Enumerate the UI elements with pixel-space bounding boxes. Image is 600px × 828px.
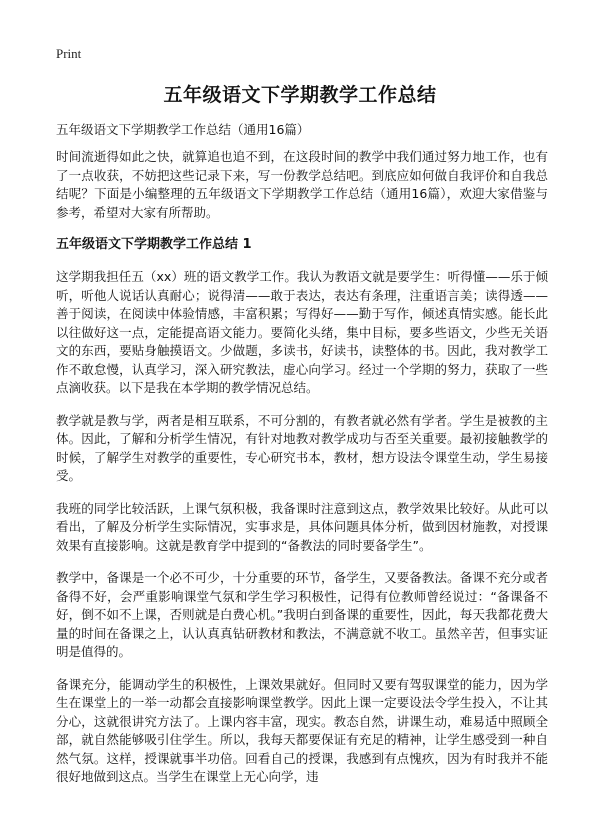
body-paragraph: 教学中，备课是一个必不可少，十分重要的环节，备学生，又要备教法。备课不充分或者备得不好，会严重影响课堂气氛和学生学习积极性，记得有位教师曾经说过：“备课备不好，倒不如不上课，否则就是白费心机。”我明白到备课的重要性，因此，每天我都花费大量的时间在备课之上，认认真真钻研教材和教法，不满意就不收工。虽然辛苦，但事实证明是值得的。 [56, 570, 548, 659]
document-body [56, 148, 548, 801]
intro-paragraph: 时间流逝得如此之快，就算追也追不到，在这段时间的教学中我们通过努力地工作，也有了一点收获，不妨把这些记录下来，写一份教学总结吧。到底应如何做自我评价和自我总结呢？下面是小编整理的五年级语文下学期教学工作总结（通用16篇），欢迎大家借鉴与参考，希望对大家有所帮助。 [56, 149, 548, 220]
body-paragraph: 备课充分，能调动学生的积极性，上课效果就好。但同时又要有驾驭课堂的能力，因为学生在课堂上的一举一动都会直接影响课堂教学。因此上课一定要设法令学生投入，不让其分心，这就很讲究方法了。上课内容丰富，现实。教态自然，讲课生动，难易适中照顾全部，就自然能够吸引住学生。所以，我每天都要保证有充足的精神，让学生感受到一种自然气氛。这样，授课就事半功倍。回看自己的授课，我感到有点愧疚，因为有时我并不能很好地做到这点。当学生在课堂上无心向学，违 [56, 676, 548, 784]
section-heading: 五年级语文下学期教学工作总结 1 [56, 237, 252, 252]
body-paragraph: 我班的同学比较活跃，上课气氛积极，我备课时注意到这点，教学效果比较好。从此可以看出，了解及分析学生实际情况，实事求是，具体问题具体分析，做到因材施教，对授课效果有直接影响。这就是教育学中提到的“备教法的同时要备学生”。 [56, 500, 548, 553]
body-paragraph: 这学期我担任五（xx）班的语文教学工作。我认为教语文就是要学生：听得懂——乐于倾听，听他人说话认真耐心；说得清——敢于表达，表达有条理，注重语言美；读得透——善于阅读，在阅读中体验情感，丰富积累；写得好——勤于写作，倾述真情实感。能长此以往做好这一点，定能提高语文能力。要简化头绪，集中目标，要多些语文，少些无关语文的东西，要贴身触摸语文。少做题，多读书，好读书，读整体的书。因此，我对教学工作不敢怠慢，认真学习，深入研究教法，虚心向学习。经过一个学期的努力，获取了一些点滴收获。以下是我在本学期的教学情况总结。 [56, 269, 548, 395]
print-link[interactable]: Print [56, 46, 82, 61]
body-paragraph: 教学就是教与学，两者是相互联系，不可分割的，有教者就必然有学者。学生是被教的主体。因此，了解和分析学生情况，有针对地教对教学成功与否至关重要。最初接触教学的时候，了解学生对教学的重要性，专心研究书本，教材，想方设法令课堂生动，学生易接受。 [56, 412, 548, 483]
page-title: 五年级语文下学期教学工作总结 [163, 84, 437, 106]
document-subtitle: 五年级语文下学期教学工作总结（通用16篇） [56, 122, 310, 137]
